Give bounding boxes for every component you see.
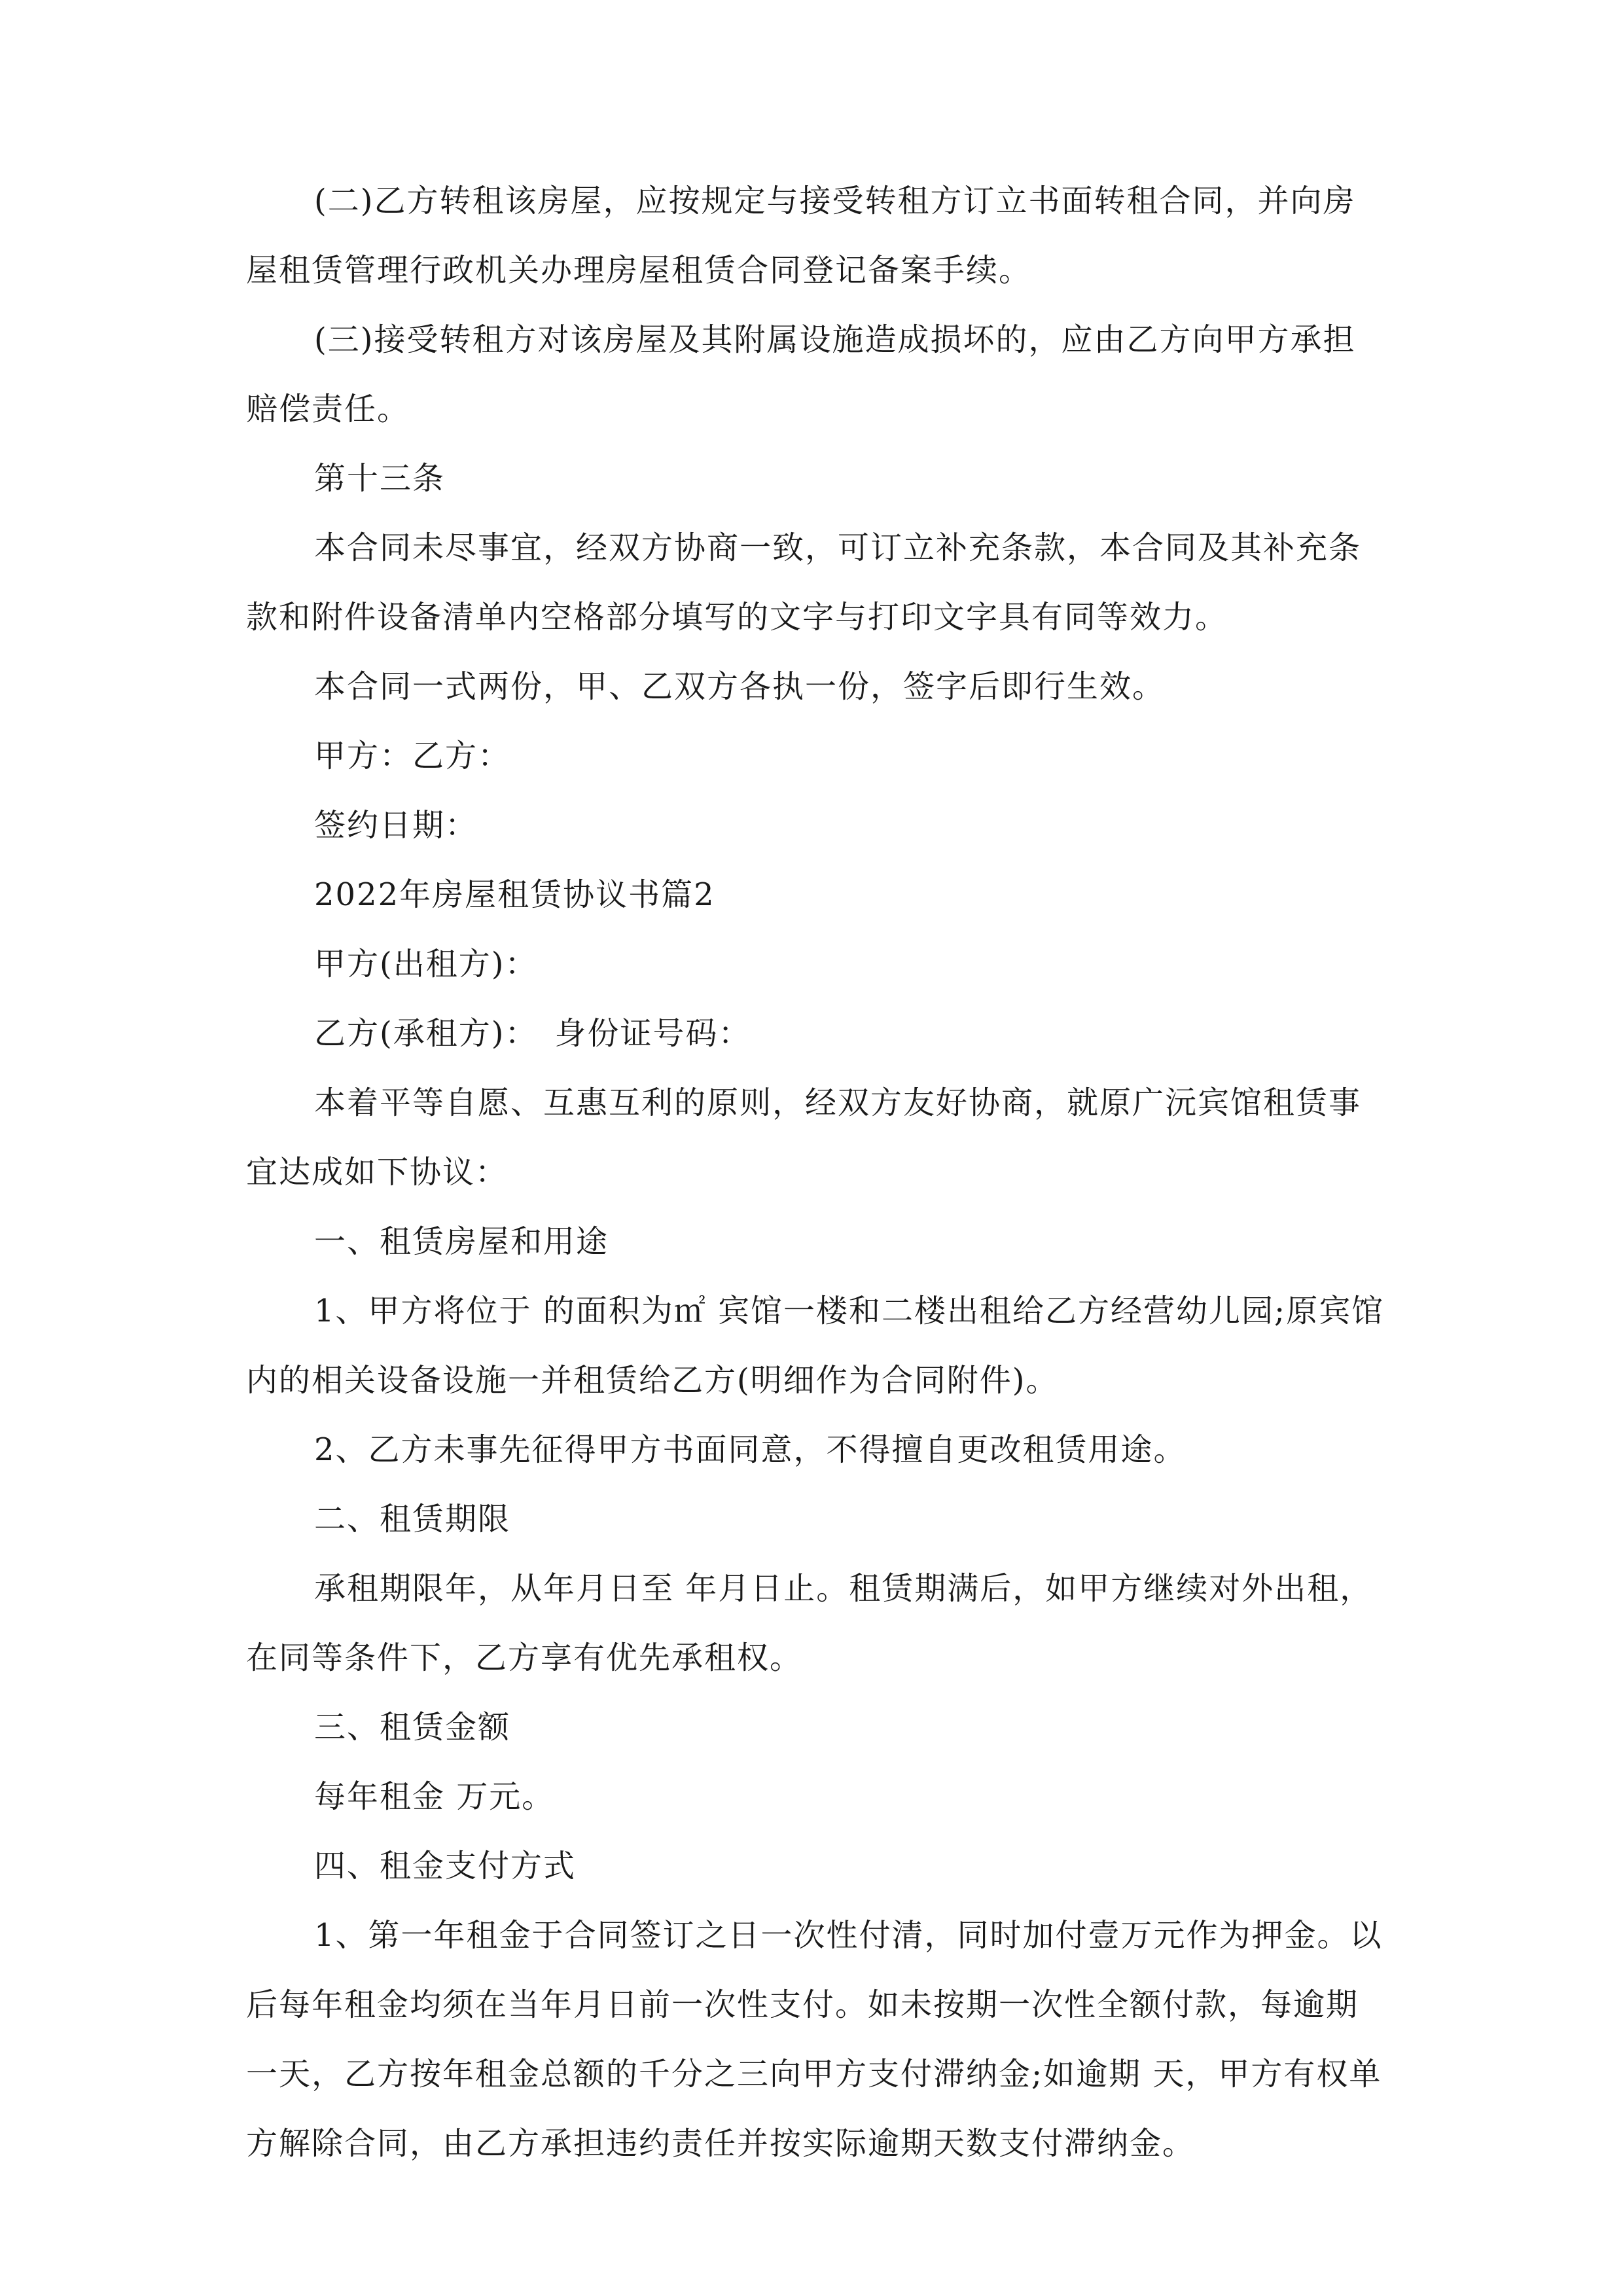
- signature-parties: 甲方：乙方：: [314, 738, 511, 774]
- section-1-heading: 一、租赁房屋和用途: [314, 1223, 609, 1260]
- paragraph-use-restriction: 2、乙方未事先征得甲方书面同意，不得擅自更改租赁用途。: [314, 1431, 1186, 1468]
- paragraph-premises: 1、甲方将位于 的面积为㎡ 宾馆一楼和二楼出租给乙方经营幼儿园;原宾馆内的相关设备设施一并租赁给乙方(明细作为合同附件)。: [246, 1293, 1385, 1399]
- paragraph-copies: 本合同一式两份，甲、乙双方各执一份，签字后即行生效。: [314, 668, 1166, 705]
- signing-date: 签约日期：: [314, 807, 478, 844]
- section-4-heading: 四、租金支付方式: [314, 1848, 577, 1884]
- party-b-lessee: 乙方(承租方)： 身份证号码：: [314, 1015, 751, 1052]
- article-13-heading: 第十三条: [314, 460, 446, 497]
- paragraph-payment-terms: 1、第一年租金于合同签订之日一次性付清，同时加付壹万元作为押金。以后每年租金均须在当年月日前一次性支付。如未按期一次性全额付款，每逾期一天，乙方按年租金总额的千分之三向甲方支付滞纳金;如逾期 天，甲方有权单方解除合同，由乙方承担违约责任并按实际逾期天数支付滞纳金。: [246, 1917, 1383, 2162]
- paragraph-lease-term: 承租期限年，从年月日至 年月日止。租赁期满后，如甲方继续对外出租，在同等条件下，乙方享有优先承租权。: [246, 1570, 1373, 1676]
- paragraph-preamble: 本着平等自愿、互惠互利的原则，经双方友好协商，就原广沅宾馆租赁事宜达成如下协议：: [246, 1085, 1362, 1191]
- paragraph-supplementary-terms: 本合同未尽事宜，经双方协商一致，可订立补充条款，本合同及其补充条款和附件设备清单内空格部分填写的文字与打印文字具有同等效力。: [246, 529, 1362, 636]
- paragraph-sublease-contract: (二)乙方转租该房屋，应按规定与接受转租方订立书面转租合同，并向房屋租赁管理行政机关办理房屋租赁合同登记备案手续。: [246, 183, 1356, 289]
- section-3-heading: 三、租赁金额: [314, 1709, 511, 1746]
- paragraph-sublease-damage: (三)接受转租方对该房屋及其附属设施造成损坏的，应由乙方向甲方承担赔偿责任。: [246, 321, 1356, 427]
- section-2-heading: 二、租赁期限: [314, 1501, 511, 1537]
- agreement-2-title: 2022年房屋租赁协议书篇2: [314, 876, 715, 913]
- paragraph-annual-rent: 每年租金 万元。: [314, 1778, 555, 1815]
- party-a-lessor: 甲方(出租方)：: [314, 946, 538, 982]
- document-body: [246, 166, 1385, 2178]
